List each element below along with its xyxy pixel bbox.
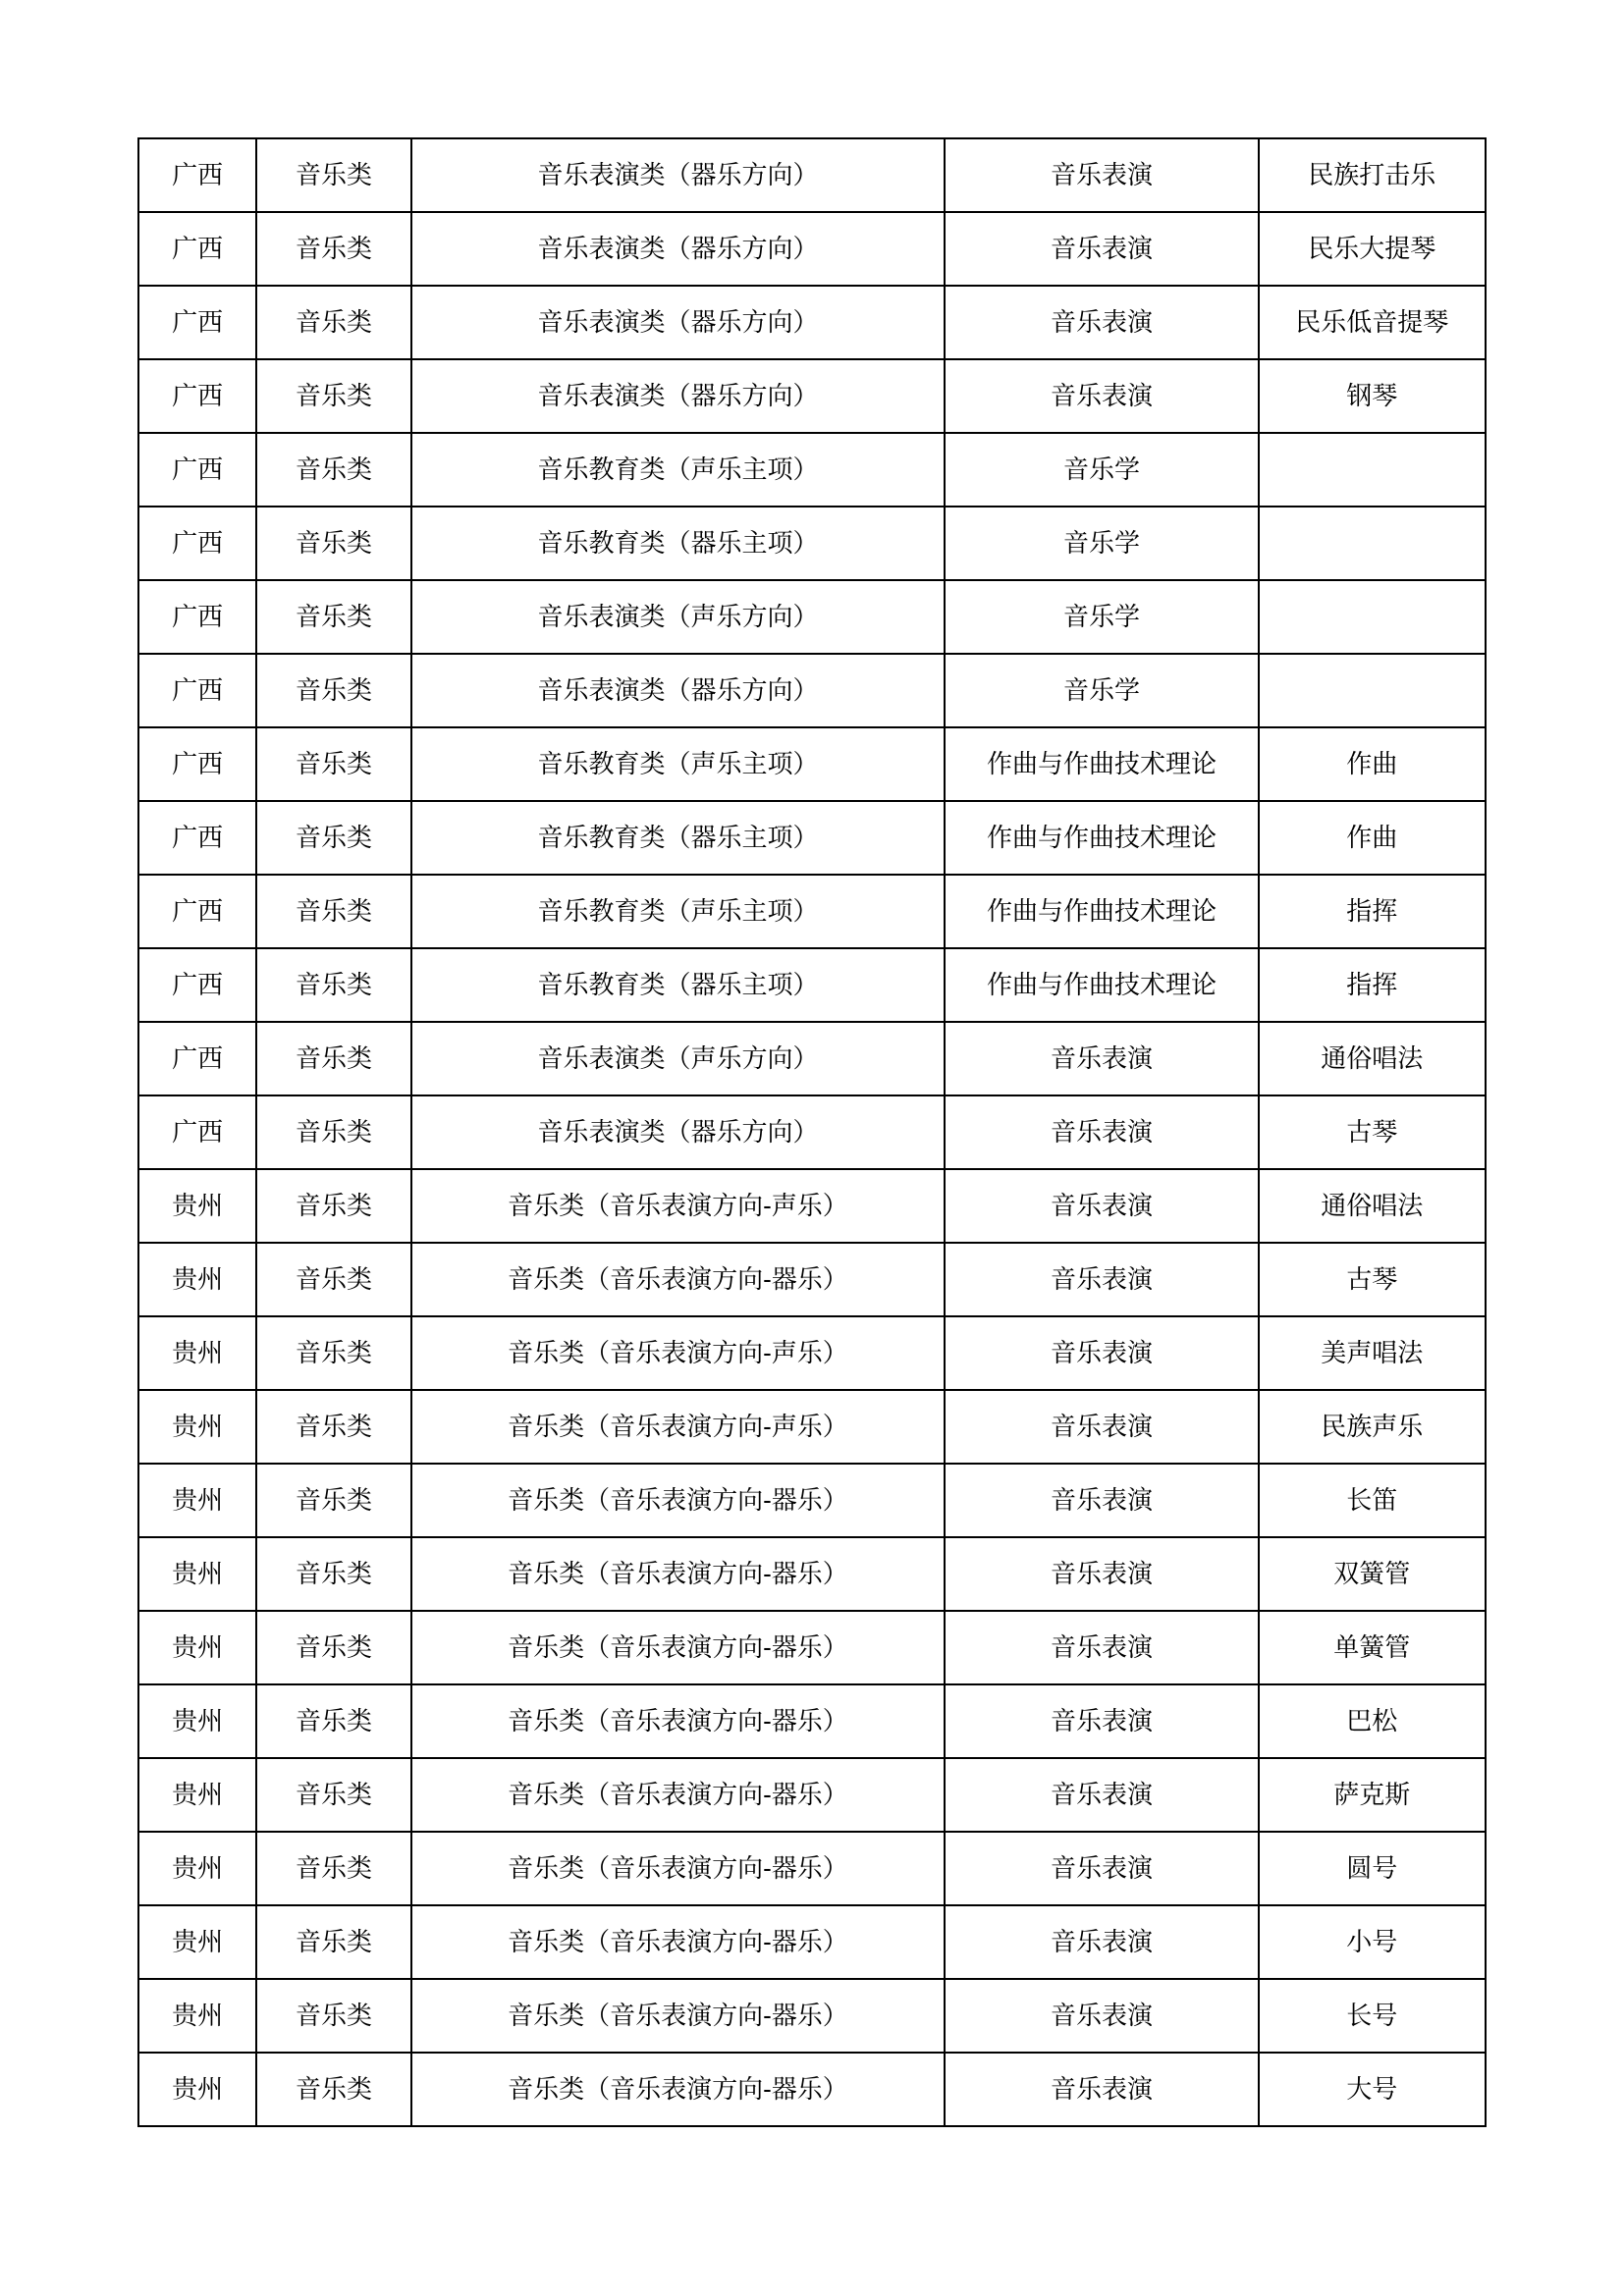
cell-exam_subject: 音乐表演类（器乐方向） [411, 138, 946, 212]
cell-major: 作曲与作曲技术理论 [945, 727, 1258, 801]
cell-exam_subject: 音乐类（音乐表演方向-声乐） [411, 1169, 946, 1243]
table-row [138, 507, 1486, 580]
cell-province: 广西 [138, 1022, 256, 1095]
table-row [138, 433, 1486, 507]
cell-direction: 大号 [1259, 2053, 1486, 2126]
cell-province: 广西 [138, 580, 256, 654]
table-row [138, 1979, 1486, 2053]
cell-exam_subject: 音乐教育类（声乐主项） [411, 727, 946, 801]
cell-category: 音乐类 [256, 507, 410, 580]
cell-major: 音乐表演 [945, 1758, 1258, 1832]
cell-province: 贵州 [138, 1169, 256, 1243]
cell-province: 广西 [138, 286, 256, 359]
cell-exam_subject: 音乐类（音乐表演方向-声乐） [411, 1316, 946, 1390]
cell-direction: 通俗唱法 [1259, 1169, 1486, 1243]
cell-province: 贵州 [138, 1390, 256, 1464]
cell-category: 音乐类 [256, 2053, 410, 2126]
table-row [138, 875, 1486, 948]
cell-direction: 钢琴 [1259, 359, 1486, 433]
cell-major: 音乐表演 [945, 1095, 1258, 1169]
cell-direction [1259, 580, 1486, 654]
cell-category: 音乐类 [256, 1095, 410, 1169]
cell-direction: 古琴 [1259, 1095, 1486, 1169]
cell-category: 音乐类 [256, 580, 410, 654]
cell-direction: 作曲 [1259, 727, 1486, 801]
cell-direction: 指挥 [1259, 948, 1486, 1022]
cell-major: 音乐表演 [945, 212, 1258, 286]
cell-major: 音乐表演 [945, 1022, 1258, 1095]
cell-major: 作曲与作曲技术理论 [945, 948, 1258, 1022]
cell-major: 音乐表演 [945, 1905, 1258, 1979]
cell-direction: 圆号 [1259, 1832, 1486, 1905]
table-row [138, 801, 1486, 875]
cell-category: 音乐类 [256, 1684, 410, 1758]
cell-direction: 长号 [1259, 1979, 1486, 2053]
cell-exam_subject: 音乐类（音乐表演方向-器乐） [411, 1905, 946, 1979]
cell-category: 音乐类 [256, 433, 410, 507]
table-row [138, 948, 1486, 1022]
cell-category: 音乐类 [256, 727, 410, 801]
table-row [138, 1095, 1486, 1169]
cell-exam_subject: 音乐表演类（声乐方向） [411, 1022, 946, 1095]
cell-major: 音乐表演 [945, 1832, 1258, 1905]
cell-direction: 萨克斯 [1259, 1758, 1486, 1832]
table-row [138, 1243, 1486, 1316]
cell-province: 贵州 [138, 1464, 256, 1537]
cell-province: 贵州 [138, 1979, 256, 2053]
cell-province: 广西 [138, 875, 256, 948]
cell-major: 音乐表演 [945, 359, 1258, 433]
cell-category: 音乐类 [256, 1243, 410, 1316]
cell-province: 贵州 [138, 2053, 256, 2126]
cell-category: 音乐类 [256, 138, 410, 212]
cell-province: 贵州 [138, 1537, 256, 1611]
cell-exam_subject: 音乐类（音乐表演方向-器乐） [411, 1537, 946, 1611]
cell-major: 音乐表演 [945, 2053, 1258, 2126]
cell-province: 广西 [138, 433, 256, 507]
cell-category: 音乐类 [256, 801, 410, 875]
cell-province: 贵州 [138, 1832, 256, 1905]
table-row [138, 359, 1486, 433]
cell-province: 广西 [138, 138, 256, 212]
cell-direction [1259, 507, 1486, 580]
cell-category: 音乐类 [256, 1905, 410, 1979]
cell-exam_subject: 音乐类（音乐表演方向-器乐） [411, 1684, 946, 1758]
cell-category: 音乐类 [256, 1758, 410, 1832]
cell-direction: 古琴 [1259, 1243, 1486, 1316]
table-row [138, 1464, 1486, 1537]
cell-major: 音乐学 [945, 654, 1258, 727]
cell-category: 音乐类 [256, 1169, 410, 1243]
table-row [138, 1832, 1486, 1905]
cell-category: 音乐类 [256, 286, 410, 359]
cell-direction: 双簧管 [1259, 1537, 1486, 1611]
cell-major: 音乐表演 [945, 1684, 1258, 1758]
cell-category: 音乐类 [256, 1611, 410, 1684]
cell-exam_subject: 音乐类（音乐表演方向-器乐） [411, 1464, 946, 1537]
cell-province: 广西 [138, 801, 256, 875]
cell-major: 音乐表演 [945, 138, 1258, 212]
cell-exam_subject: 音乐类（音乐表演方向-器乐） [411, 1243, 946, 1316]
cell-major: 音乐表演 [945, 1169, 1258, 1243]
cell-direction: 民族打击乐 [1259, 138, 1486, 212]
cell-exam_subject: 音乐教育类（声乐主项） [411, 433, 946, 507]
cell-exam_subject: 音乐类（音乐表演方向-器乐） [411, 2053, 946, 2126]
cell-province: 贵州 [138, 1684, 256, 1758]
cell-province: 广西 [138, 727, 256, 801]
cell-province: 广西 [138, 507, 256, 580]
cell-category: 音乐类 [256, 359, 410, 433]
table-row [138, 1905, 1486, 1979]
cell-category: 音乐类 [256, 1390, 410, 1464]
cell-major: 音乐表演 [945, 1243, 1258, 1316]
cell-exam_subject: 音乐类（音乐表演方向-器乐） [411, 1832, 946, 1905]
table-row [138, 1537, 1486, 1611]
cell-province: 贵州 [138, 1316, 256, 1390]
cell-category: 音乐类 [256, 1022, 410, 1095]
cell-exam_subject: 音乐表演类（器乐方向） [411, 654, 946, 727]
cell-exam_subject: 音乐表演类（器乐方向） [411, 359, 946, 433]
table-row [138, 212, 1486, 286]
cell-province: 贵州 [138, 1611, 256, 1684]
cell-exam_subject: 音乐教育类（器乐主项） [411, 948, 946, 1022]
cell-direction: 通俗唱法 [1259, 1022, 1486, 1095]
table-row [138, 580, 1486, 654]
cell-major: 音乐表演 [945, 1390, 1258, 1464]
cell-direction: 民乐大提琴 [1259, 212, 1486, 286]
table-row [138, 727, 1486, 801]
cell-category: 音乐类 [256, 1537, 410, 1611]
cell-direction [1259, 433, 1486, 507]
table-body [138, 138, 1486, 2126]
cell-direction: 巴松 [1259, 1684, 1486, 1758]
table-row [138, 1390, 1486, 1464]
cell-exam_subject: 音乐类（音乐表演方向-声乐） [411, 1390, 946, 1464]
cell-category: 音乐类 [256, 1316, 410, 1390]
cell-major: 音乐表演 [945, 286, 1258, 359]
cell-direction: 民乐低音提琴 [1259, 286, 1486, 359]
cell-major: 作曲与作曲技术理论 [945, 801, 1258, 875]
cell-exam_subject: 音乐表演类（器乐方向） [411, 212, 946, 286]
cell-exam_subject: 音乐表演类（器乐方向） [411, 1095, 946, 1169]
cell-province: 贵州 [138, 1905, 256, 1979]
cell-direction: 长笛 [1259, 1464, 1486, 1537]
cell-category: 音乐类 [256, 1832, 410, 1905]
cell-major: 音乐表演 [945, 1464, 1258, 1537]
cell-exam_subject: 音乐教育类（声乐主项） [411, 875, 946, 948]
cell-major: 音乐表演 [945, 1316, 1258, 1390]
table-row [138, 1758, 1486, 1832]
cell-exam_subject: 音乐类（音乐表演方向-器乐） [411, 1758, 946, 1832]
table-row [138, 286, 1486, 359]
cell-exam_subject: 音乐教育类（器乐主项） [411, 507, 946, 580]
cell-category: 音乐类 [256, 1464, 410, 1537]
cell-major: 音乐表演 [945, 1979, 1258, 2053]
cell-direction: 美声唱法 [1259, 1316, 1486, 1390]
cell-major: 音乐学 [945, 507, 1258, 580]
table-row [138, 1316, 1486, 1390]
cell-exam_subject: 音乐教育类（器乐主项） [411, 801, 946, 875]
table-row [138, 1684, 1486, 1758]
cell-direction: 指挥 [1259, 875, 1486, 948]
cell-province: 广西 [138, 1095, 256, 1169]
cell-major: 音乐学 [945, 580, 1258, 654]
cell-province: 广西 [138, 948, 256, 1022]
cell-major: 音乐表演 [945, 1611, 1258, 1684]
table-row [138, 138, 1486, 212]
cell-direction: 作曲 [1259, 801, 1486, 875]
cell-major: 作曲与作曲技术理论 [945, 875, 1258, 948]
table-row [138, 1611, 1486, 1684]
cell-province: 广西 [138, 212, 256, 286]
table-row [138, 654, 1486, 727]
cell-exam_subject: 音乐表演类（器乐方向） [411, 286, 946, 359]
cell-category: 音乐类 [256, 654, 410, 727]
cell-province: 广西 [138, 359, 256, 433]
cell-exam_subject: 音乐类（音乐表演方向-器乐） [411, 1611, 946, 1684]
majors-table [137, 137, 1487, 2127]
cell-province: 贵州 [138, 1243, 256, 1316]
cell-major: 音乐表演 [945, 1537, 1258, 1611]
cell-category: 音乐类 [256, 948, 410, 1022]
table-row [138, 2053, 1486, 2126]
cell-direction [1259, 654, 1486, 727]
cell-category: 音乐类 [256, 212, 410, 286]
cell-major: 音乐学 [945, 433, 1258, 507]
cell-category: 音乐类 [256, 875, 410, 948]
table-row [138, 1169, 1486, 1243]
cell-province: 贵州 [138, 1758, 256, 1832]
table-row [138, 1022, 1486, 1095]
cell-exam_subject: 音乐表演类（声乐方向） [411, 580, 946, 654]
cell-direction: 单簧管 [1259, 1611, 1486, 1684]
cell-direction: 小号 [1259, 1905, 1486, 1979]
cell-category: 音乐类 [256, 1979, 410, 2053]
cell-exam_subject: 音乐类（音乐表演方向-器乐） [411, 1979, 946, 2053]
cell-direction: 民族声乐 [1259, 1390, 1486, 1464]
cell-province: 广西 [138, 654, 256, 727]
